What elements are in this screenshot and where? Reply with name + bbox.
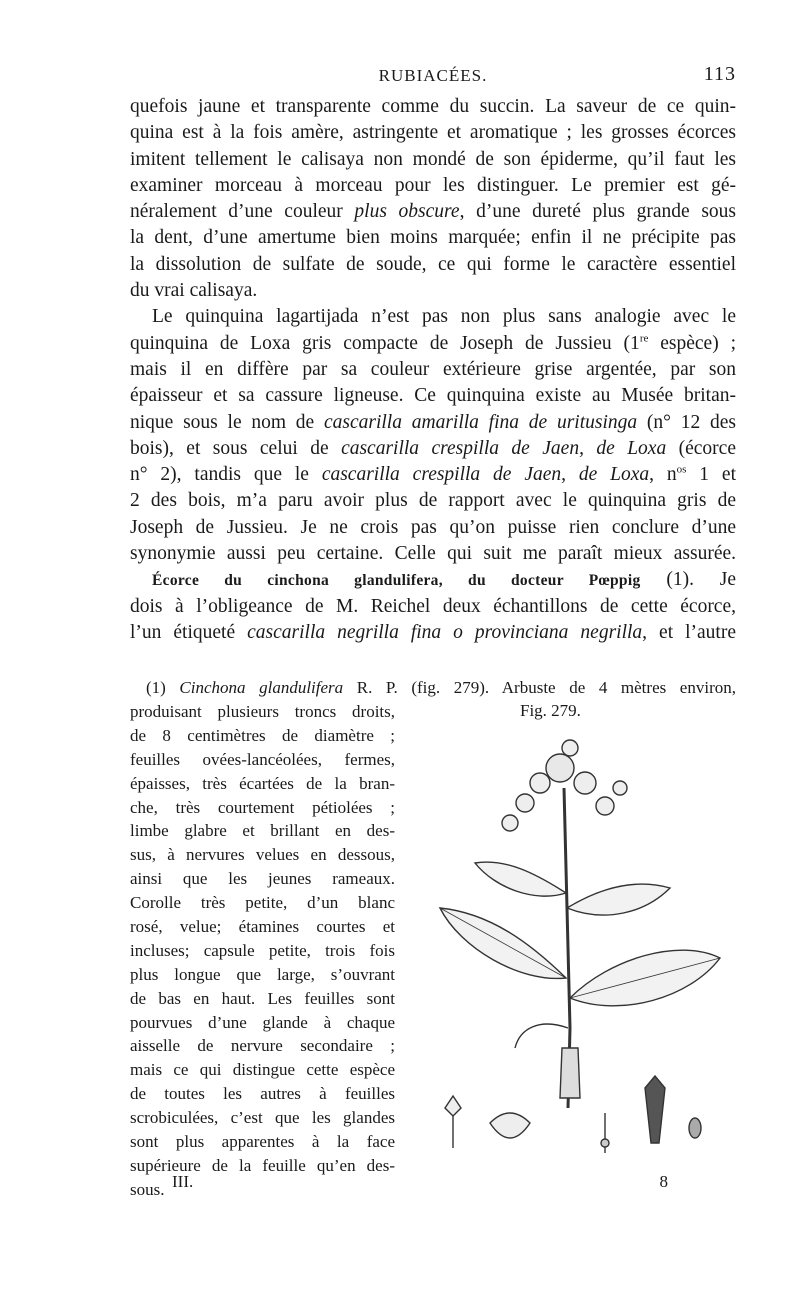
italic-run: plus obscure (354, 201, 460, 223)
text-line: Joseph de Jussieu. Je ne crois pas qu’on puisse rien conclure d’une (130, 516, 736, 538)
text-line: la dissolution de sulfate de soude, ce qui forme le caractère essentiel (130, 253, 736, 275)
text-run: n° 2), tandis que le (130, 464, 322, 486)
text-run: , d’une dureté plus grande sous (459, 201, 736, 223)
text-line (130, 462, 736, 488)
text-line: synonymie aussi peu certaine. Celle qui suit me paraît mieux assurée. (130, 543, 736, 565)
running-header (130, 63, 736, 92)
text-run: l’un étiqueté (130, 621, 248, 643)
text-run: (1). Je (640, 569, 736, 591)
footnote-line: Corolle très petite, d’un blanc (130, 893, 395, 913)
text-run: néralement d’une couleur (130, 201, 355, 223)
text-run: nique sous le nom de (130, 411, 324, 433)
italic-run: Cinchona glandulifera (179, 678, 344, 697)
footnote-line: rosé, velue; étamines courtes et (130, 917, 395, 937)
italic-run: cascarilla crespilla de Jaen, de Loxa (321, 464, 650, 486)
text-run: R. P. (fig. 279). Arbuste de 4 mètres environ, (343, 678, 736, 697)
footnote-line: plus longue que large, s’ouvrant (130, 964, 395, 984)
superscript: os (676, 463, 687, 476)
footnote-line: pourvues d’une glande à chaque (130, 1012, 395, 1032)
footnote-line: sont plus apparentes à la face (130, 1132, 395, 1152)
footnote-line: de bas en haut. Les feuilles sont (130, 988, 395, 1008)
bold-run: Écorce du cinchona glandulifera, du docteur Pœppig (152, 572, 641, 590)
plant-drawing (420, 728, 740, 1168)
text-line: Le quinquina lagartijada n’est pas non plus sans analogie avec le (152, 306, 736, 328)
botanical-illustration (420, 728, 740, 1168)
footnote-line: de 8 centimètres de diamètre ; (130, 725, 395, 745)
text-line (130, 410, 736, 436)
page-number: 113 (703, 63, 736, 85)
footnote-line: ainsi que les jeunes rameaux. (130, 869, 395, 889)
leaf (475, 862, 566, 896)
text-line: du vrai calisaya. (130, 280, 258, 302)
footnote-line: supérieure de la feuille qu’en des- (130, 1155, 395, 1175)
footnote-line: aisselle de nervure secondaire ; (130, 1036, 395, 1056)
leaf (567, 884, 670, 915)
footnote-line: produisant plusieurs troncs droits, (130, 702, 395, 721)
text-run: quinquina de Loxa gris compacte de Joseph de Jussieu (1 (130, 332, 640, 354)
text-line: épaisseur et sa cassure ligneuse. Ce quinquina existe au Musée britan- (130, 385, 736, 407)
text-line: imitent tellement le calisaya non mondé de son épiderme, qu’il faut les (130, 148, 736, 170)
text-run: , et l’autre (642, 621, 736, 643)
text-run: (n° 12 des (637, 411, 736, 433)
italic-run: cascarilla negrilla fina o provinciana negrilla (247, 621, 643, 643)
footnote-column (130, 700, 395, 1202)
text-line: examiner morceau à morceau pour les distinguer. Le premier est gé- (130, 174, 736, 196)
text-line: 2 des bois, m’a paru avoir plus de rapport avec le quinquina gris de (130, 490, 736, 512)
footnote-first-line (146, 676, 736, 700)
footnote-line: limbe glabre et brillant en des- (130, 821, 395, 841)
text-line (130, 567, 736, 593)
superscript: re (639, 332, 649, 345)
text-run: espèce) ; (648, 332, 736, 354)
text-line: quina est à la fois amère, astringente et aromatique ; les grosses écorces (130, 122, 736, 144)
text-line: dois à l’obligeance de M. Reichel deux échantillons de cette écorce, (130, 595, 736, 617)
text-line (130, 620, 736, 646)
volume-signature: III. (172, 1172, 194, 1191)
text-line (130, 331, 736, 357)
text-line (130, 199, 736, 225)
text-run: (1) (146, 678, 180, 697)
text-run: bois), et sous celui de (130, 437, 342, 459)
footnote-line: mais ce qui distingue cette espèce (130, 1060, 395, 1080)
text-run: , n (649, 464, 677, 486)
footnote-line: incluses; capsule petite, trois fois (130, 940, 395, 960)
main-text (130, 94, 736, 646)
text-run: (écorce (666, 437, 736, 459)
footnote-line: feuilles ovées-lancéolées, fermes, (130, 749, 395, 769)
footnote-line (146, 676, 736, 700)
text-line (130, 436, 736, 462)
footnote-line: sus, à nervures velues en dessous, (130, 845, 395, 865)
text-line: mais il en diffère par sa couleur extérieure grise argentée, par son (130, 358, 736, 380)
text-run: 1 et (686, 464, 736, 486)
figure-caption: Fig. 279. (520, 701, 581, 720)
footnote-line: scrobiculées, c’est que les glandes (130, 1108, 395, 1128)
italic-run: cascarilla crespilla de Jaen, de Loxa (341, 437, 667, 459)
footnote-line: che, très courtement pétiolées ; (130, 797, 395, 817)
stem-sheath (560, 1048, 580, 1098)
text-line: la dent, d’une amertume bien moins marquée; enfin il ne précipite pas (130, 227, 736, 249)
footnote-line: de toutes les autres à feuilles (130, 1084, 395, 1104)
sheet-signature: 8 (659, 1172, 668, 1191)
text-line: quefois jaune et transparente comme du succin. La saveur de ce quin- (130, 96, 736, 117)
footnote-line: sous. (130, 1179, 165, 1199)
italic-run: cascarilla amarilla fina de uritusinga (323, 411, 638, 433)
footnote-line: épaisses, très écartées de la bran- (130, 773, 395, 793)
running-title: RUBIACÉES. (378, 66, 488, 85)
